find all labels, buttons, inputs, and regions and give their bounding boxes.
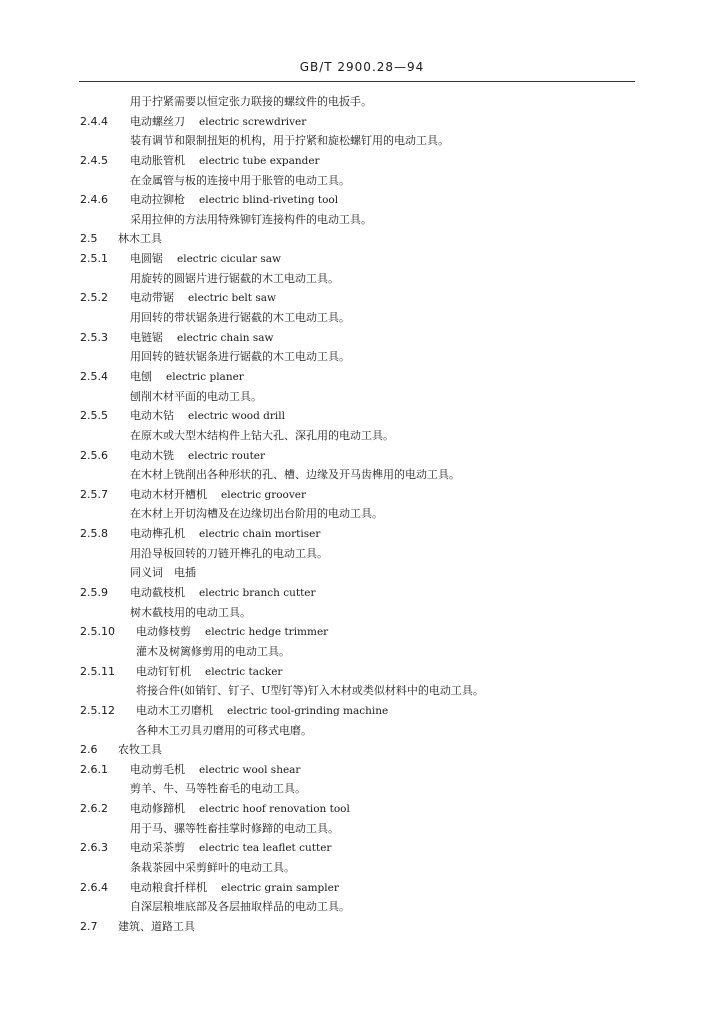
term-english: electric cicular saw bbox=[177, 253, 281, 266]
term-definition: 采用拉伸的方法用特殊铆钉连接构件的电动工具。 bbox=[130, 212, 372, 226]
term-chinese: 电动木材开槽机 bbox=[130, 487, 207, 501]
term-number: 2.5.11 bbox=[80, 664, 115, 678]
term-entry bbox=[0, 446, 724, 466]
section-number: 2.7 bbox=[80, 919, 98, 933]
term-definition: 同义词 电插 bbox=[130, 566, 196, 580]
term-chinese: 电动粮食扦样机 bbox=[130, 880, 207, 894]
term-english: electric belt saw bbox=[188, 292, 276, 305]
header-rule bbox=[79, 81, 635, 82]
term-chinese: 电刨 bbox=[130, 369, 152, 383]
term-entry bbox=[0, 406, 724, 426]
term-number: 2.5.2 bbox=[80, 291, 108, 305]
term-english: electric wool shear bbox=[199, 763, 301, 776]
term-chinese: 电动木铣 bbox=[130, 448, 174, 462]
section-heading bbox=[0, 917, 724, 937]
term-entry bbox=[0, 701, 724, 721]
term-number: 2.5.3 bbox=[80, 330, 108, 344]
term-chinese: 电动胀管机 bbox=[130, 153, 185, 167]
term-definition: 树木截枝用的电动工具。 bbox=[130, 605, 251, 619]
term-number: 2.6.1 bbox=[80, 762, 108, 776]
term-entry bbox=[0, 288, 724, 308]
term-number: 2.6.2 bbox=[80, 802, 108, 816]
section-number: 2.5 bbox=[80, 232, 98, 246]
term-definition: 自深层粮堆底部及各层抽取样品的电动工具。 bbox=[130, 900, 350, 914]
term-entry bbox=[0, 112, 724, 132]
term-number: 2.5.7 bbox=[80, 487, 108, 501]
term-number: 2.5.5 bbox=[80, 409, 108, 423]
term-chinese: 电动木工刃磨机 bbox=[136, 703, 213, 717]
term-chinese: 电动木钻 bbox=[130, 409, 174, 423]
term-entry bbox=[0, 328, 724, 348]
term-chinese: 电动拉铆枪 bbox=[130, 193, 185, 207]
term-number: 2.5.1 bbox=[80, 252, 108, 266]
term-number: 2.4.4 bbox=[80, 114, 108, 128]
term-entry bbox=[0, 760, 724, 780]
term-english: electric blind-riveting tool bbox=[199, 194, 339, 207]
term-english: electric groover bbox=[221, 488, 307, 501]
section-title: 林木工具 bbox=[118, 232, 162, 246]
term-entry bbox=[0, 799, 724, 819]
term-number: 2.5.10 bbox=[80, 625, 115, 639]
term-entry bbox=[0, 838, 724, 858]
term-english: electric wood drill bbox=[188, 410, 285, 423]
term-number: 2.5.9 bbox=[80, 586, 108, 600]
term-number: 2.5.8 bbox=[80, 527, 108, 541]
term-definition: 用于马、骡等牲畜挂掌时修蹄的电动工具。 bbox=[130, 821, 339, 835]
term-english: electric screwdriver bbox=[199, 115, 307, 128]
term-number: 2.5.4 bbox=[80, 369, 108, 383]
term-definition: 用沿导板回转的刀链开榫孔的电动工具。 bbox=[130, 546, 328, 560]
term-entry bbox=[0, 878, 724, 898]
term-definition: 刨削木材平面的电动工具。 bbox=[130, 389, 262, 403]
term-english: electric tacker bbox=[205, 665, 283, 678]
document-body bbox=[0, 92, 724, 937]
section-heading bbox=[0, 740, 724, 760]
term-definition: 在木材上铣削出各种形状的孔、槽、边缘及开马齿榫用的电动工具。 bbox=[130, 468, 460, 482]
term-chinese: 电动榫孔机 bbox=[130, 527, 185, 541]
term-entry bbox=[0, 367, 724, 387]
term-english: electric branch cutter bbox=[199, 587, 316, 600]
section-title: 农牧工具 bbox=[118, 743, 162, 757]
term-definition: 用旋转的圆锯片进行锯截的木工电动工具。 bbox=[130, 271, 339, 285]
term-definition: 将接合件(如销钉、钉子、U型钉等)钉入木材或类似材料中的电动工具。 bbox=[136, 684, 484, 698]
term-entry bbox=[0, 622, 724, 642]
section-title: 建筑、道路工具 bbox=[118, 919, 195, 933]
section-number: 2.6 bbox=[80, 743, 98, 757]
term-chinese: 电动采茶剪 bbox=[130, 841, 185, 855]
term-entry bbox=[0, 583, 724, 603]
term-english: electric tube expander bbox=[199, 154, 320, 167]
term-definition: 装有调节和限制扭矩的机构，用于拧紧和旋松螺钉用的电动工具。 bbox=[130, 134, 449, 148]
term-chinese: 电动修蹄机 bbox=[130, 802, 185, 816]
term-number: 2.6.3 bbox=[80, 841, 108, 855]
term-definition: 用于拧紧需要以恒定张力联接的螺纹件的电扳手。 bbox=[130, 95, 372, 108]
term-english: electric grain sampler bbox=[221, 881, 339, 894]
term-entry bbox=[0, 524, 724, 544]
term-english: electric hoof renovation tool bbox=[199, 803, 350, 816]
term-entry bbox=[0, 249, 724, 269]
term-entry bbox=[0, 485, 724, 505]
term-chinese: 电动修枝剪 bbox=[136, 625, 191, 639]
term-chinese: 电动钉钉机 bbox=[136, 664, 191, 678]
term-english: electric planer bbox=[166, 370, 244, 383]
term-number: 2.5.12 bbox=[80, 703, 115, 717]
term-entry bbox=[0, 662, 724, 682]
term-number: 2.4.6 bbox=[80, 193, 108, 207]
term-definition: 灌木及树篱修剪用的电动工具。 bbox=[136, 644, 290, 658]
term-english: electric tea leaflet cutter bbox=[199, 842, 332, 855]
term-definition: 剪羊、牛、马等牲畜毛的电动工具。 bbox=[130, 782, 306, 796]
term-chinese: 电链锯 bbox=[130, 330, 163, 344]
term-chinese: 电动带锯 bbox=[130, 291, 174, 305]
term-definition: 各种木工刃具刃磨用的可移式电磨。 bbox=[136, 723, 312, 737]
term-definition: 在原木或大型木结构件上钻大孔、深孔用的电动工具。 bbox=[130, 428, 394, 442]
term-entry bbox=[0, 151, 724, 171]
term-definition: 在金属管与板的连接中用于胀管的电动工具。 bbox=[130, 173, 350, 187]
term-english: electric chain saw bbox=[177, 331, 274, 344]
term-number: 2.6.4 bbox=[80, 880, 108, 894]
term-chinese: 电动截枝机 bbox=[130, 586, 185, 600]
term-definition: 在木材上开切沟槽及在边缘切出台阶用的电动工具。 bbox=[130, 507, 383, 521]
term-entry bbox=[0, 190, 724, 210]
term-english: electric tool-grinding machine bbox=[227, 704, 389, 717]
term-english: electric router bbox=[188, 449, 266, 462]
page-header: GB/T 2900.28—94 bbox=[299, 60, 425, 74]
term-chinese: 电动剪毛机 bbox=[130, 762, 185, 776]
term-number: 2.5.6 bbox=[80, 448, 108, 462]
term-definition: 用回转的带状锯条进行锯截的木工电动工具。 bbox=[130, 311, 350, 325]
term-definition: 条栽茶园中采剪鲜叶的电动工具。 bbox=[130, 860, 295, 874]
section-heading bbox=[0, 229, 724, 249]
term-chinese: 电动螺丝刀 bbox=[130, 114, 185, 128]
term-definition: 用回转的链状锯条进行锯截的木工电动工具。 bbox=[130, 350, 350, 364]
term-english: electric hedge trimmer bbox=[205, 626, 329, 639]
term-english: electric chain mortiser bbox=[199, 528, 321, 541]
term-number: 2.4.5 bbox=[80, 153, 108, 167]
term-chinese: 电圆锯 bbox=[130, 252, 163, 266]
